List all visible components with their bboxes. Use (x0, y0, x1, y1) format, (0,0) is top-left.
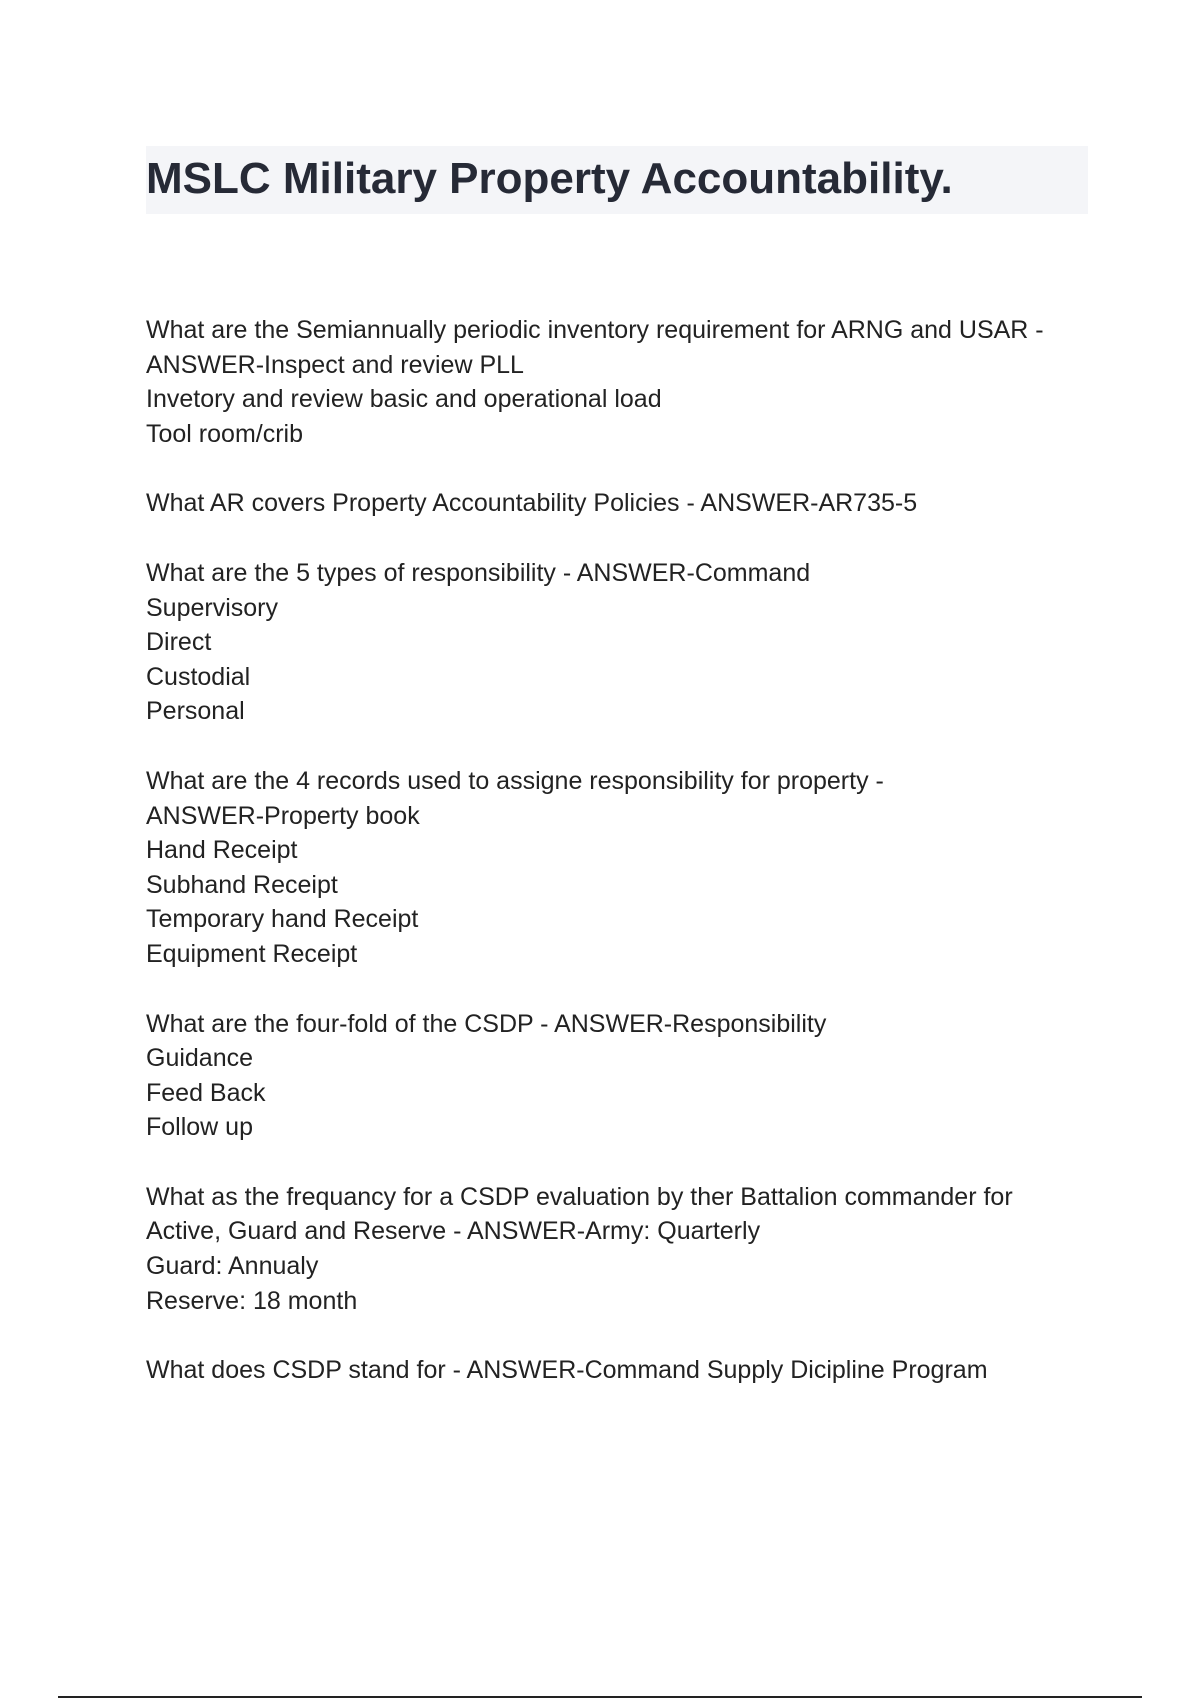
qa-line: Direct (146, 628, 212, 657)
qa-line: What as the frequancy for a CSDP evaluation by ther Battalion commander for (146, 1182, 1013, 1211)
qa-line: Active, Guard and Reserve - ANSWER-Army: Quarterly (146, 1217, 761, 1246)
qa-line: What AR covers Property Accountability Policies - ANSWER-AR735-5 (146, 489, 918, 518)
qa-line: Subhand Receipt (146, 870, 338, 899)
qa-line: ANSWER-Inspect and review PLL (146, 350, 524, 379)
qa-line: Guidance (146, 1044, 254, 1073)
qa-line: Follow up (146, 1113, 253, 1142)
qa-item (146, 764, 1096, 972)
qa-line: Equipment Receipt (146, 939, 358, 968)
qa-line: Tool room/crib (146, 419, 303, 448)
qa-line: Temporary hand Receipt (146, 905, 419, 934)
document-title: MSLC Military Property Accountability. (146, 154, 953, 203)
qa-line: What are the Semiannually periodic inventory requirement for ARNG and USAR - (146, 316, 1044, 344)
qa-line: What are the 4 records used to assigne responsibility for property - (146, 766, 884, 795)
qa-item (146, 1007, 1096, 1145)
qa-line: What are the 5 types of responsibility - ANSWER-Command (146, 558, 811, 587)
qa-line: Hand Receipt (146, 836, 298, 865)
qa-item (146, 313, 1096, 451)
qa-list (146, 313, 1096, 1423)
qa-item (146, 1180, 1096, 1318)
qa-line: Feed Back (146, 1078, 266, 1107)
qa-line: Guard: Annualy (146, 1252, 319, 1281)
qa-item (146, 486, 1096, 521)
qa-line: What are the four-fold of the CSDP - ANSWER-Responsibility (146, 1009, 827, 1038)
qa-line: Supervisory (146, 593, 278, 622)
qa-line: Custodial (146, 662, 251, 691)
qa-line: Reserve: 18 month (146, 1286, 358, 1315)
qa-line: Personal (146, 697, 245, 726)
qa-line: Invetory and review basic and operational load (146, 385, 662, 414)
qa-item (146, 1353, 1096, 1388)
footer-divider (58, 1696, 1142, 1698)
qa-line: What does CSDP stand for - ANSWER-Command Supply Dicipline Program (146, 1356, 988, 1385)
qa-item (146, 556, 1096, 729)
qa-line: ANSWER-Property book (146, 801, 420, 830)
